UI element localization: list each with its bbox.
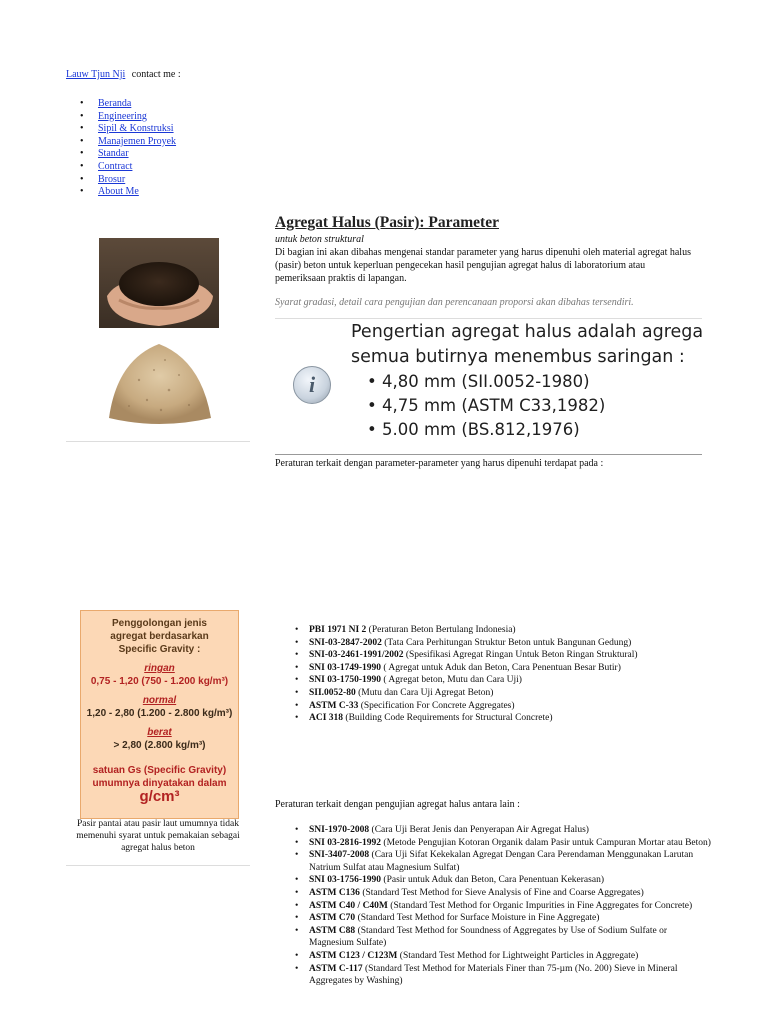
reference-description: (Standard Test Method for Sieve Analysis of Fine and Coarse Aggregates) — [359, 887, 644, 898]
sg-berat-value: > 2,80 (2.800 kg/m³) — [113, 740, 206, 751]
list-item — [291, 925, 711, 950]
list-item — [291, 649, 711, 662]
sg-heading: agregat berdasarkan — [110, 631, 209, 642]
reference-code: ASTM C-117 — [309, 963, 363, 974]
nav-item-about — [80, 186, 176, 199]
peraturan-pengujian-text: Peraturan terkait dengan pengujian agregat halus antara lain : — [275, 799, 520, 810]
info-icon: i — [293, 366, 331, 404]
definition-slide — [275, 320, 715, 456]
list-item — [291, 874, 711, 887]
reference-description: (Cara Uji Berat Jenis dan Penyerapan Air Agregat Halus) — [369, 825, 589, 835]
slide-bullet: • 4,80 mm (SII.0052-1980) — [367, 372, 590, 391]
list-item — [291, 700, 711, 713]
list-item — [291, 662, 711, 675]
sg-heading: Specific Gravity : — [118, 644, 201, 655]
soil-in-hands-image — [99, 238, 219, 328]
sg-berat-label: berat — [147, 727, 172, 738]
author-link[interactable]: Lauw Tjun Nji — [66, 69, 126, 80]
sand-caption: Pasir pantai atau pasir laut umumnya tidak memenuhi syarat untuk pemakaian sebagai agregat halus beton — [76, 819, 240, 853]
reference-code: SNI 03-2816-1992 — [309, 837, 382, 848]
sg-satuan: satuan Gs (Specific Gravity) — [92, 765, 227, 776]
reference-description: (Peraturan Beton Bertulang Indonesia) — [366, 625, 516, 635]
list-item — [291, 900, 711, 913]
sg-ringan-label: ringan — [144, 663, 175, 674]
nav-item-brosur — [80, 174, 176, 187]
nav-item-engineering — [80, 111, 176, 124]
slide-divider — [275, 454, 702, 455]
contact-label: contact me : — [131, 69, 181, 80]
page-title: Agregat Halus (Pasir): Parameter — [275, 214, 499, 231]
nav-link-manajemen[interactable]: Manajemen Proyek — [98, 135, 177, 147]
reference-description: (Standard Test Method for Organic Impurities in Fine Aggregates for Concrete) — [387, 900, 693, 911]
list-item — [291, 912, 711, 925]
list-item — [291, 849, 711, 874]
list-item — [291, 950, 711, 963]
list-item — [291, 887, 711, 900]
sand-pile-image — [99, 330, 219, 433]
nav-item-manajemen — [80, 136, 176, 149]
reference-code: ASTM C123 / C123M — [309, 950, 398, 961]
list-item — [291, 712, 711, 725]
reference-description: (Standard Test Method for Materials Finer than 75-µm (No. 200) Sieve in Mineral Aggregates by Washing) — [309, 963, 678, 987]
intro-paragraph: Di bagian ini akan dibahas mengenai standar parameter yang harus dipenuhi oleh material agregat halus (pasir) beton untuk keperluan pengecekan hasil pengujian agregat halus di laboratorium atau pemeriksaan praktis di lapangan. — [275, 247, 691, 284]
specific-gravity-box — [80, 610, 239, 819]
page-subtitle: untuk beton struktural — [275, 234, 364, 245]
reference-code: ASTM C88 — [309, 925, 356, 936]
reference-code: SII.0052-80 — [309, 687, 356, 698]
list-item — [291, 637, 711, 650]
testing-regulations-list — [291, 824, 711, 988]
peraturan-parameter-text: Peraturan terkait dengan parameter-parameter yang harus dipenuhi terdapat pada : — [275, 458, 604, 469]
reference-description: (Building Code Requirements for Structural Concrete) — [343, 713, 553, 724]
nav-link-beranda[interactable]: Beranda — [98, 98, 132, 109]
nav-item-beranda — [80, 98, 176, 111]
nav-link-standar[interactable]: Standar — [98, 148, 129, 160]
list-item — [291, 837, 711, 850]
reference-description: (Tata Cara Perhitungan Struktur Beton untuk Bangunan Gedung) — [381, 637, 632, 648]
nav-link-contract[interactable]: Contract — [98, 160, 133, 172]
reference-description: ( Agregat beton, Mutu dan Cara Uji) — [381, 675, 522, 686]
nav-link-brosur[interactable]: Brosur — [98, 173, 126, 185]
sg-normal-value: 1,20 - 2,80 (1.200 - 2.800 kg/m³) — [86, 708, 233, 719]
reference-code: SNI-03-2847-2002 — [309, 637, 382, 648]
reference-code: ASTM C136 — [309, 887, 360, 898]
reference-code: SNI-3407-2008 — [309, 850, 370, 861]
reference-description: (Specification For Concrete Aggregates) — [358, 700, 515, 711]
reference-code: ASTM C-33 — [309, 700, 359, 711]
nav-link-about[interactable]: About Me — [98, 186, 139, 198]
slide-bullet: • 5.00 mm (BS.812,1976) — [367, 420, 580, 439]
list-item — [291, 674, 711, 687]
sg-heading: Penggolongan jenis — [111, 618, 207, 629]
list-item — [291, 687, 711, 700]
sg-ringan-value: 0,75 - 1,20 (750 - 1.200 kg/m³) — [90, 676, 229, 687]
nav-item-sipil — [80, 123, 176, 136]
reference-description: (Metode Pengujian Kotoran Organik dalam Pasir untuk Campuran Mortar atau Beton) — [381, 837, 711, 848]
list-item — [291, 824, 711, 837]
divider — [275, 318, 702, 319]
reference-code: ASTM C70 — [309, 913, 356, 924]
reference-description: (Pasir untuk Aduk dan Beton, Cara Penentuan Kekerasan) — [381, 875, 604, 886]
reference-code: ASTM C40 / C40M — [309, 900, 388, 911]
main-nav — [80, 98, 176, 199]
slide-bullet: • 4,75 mm (ASTM C33,1982) — [367, 396, 606, 415]
reference-code: SNI 03-1750-1990 — [309, 675, 382, 686]
reference-description: (Standard Test Method for Surface Moisture in Fine Aggregate) — [355, 913, 600, 924]
nav-item-standar — [80, 148, 176, 161]
slide-line-2: semua butirnya menembus saringan : — [351, 347, 685, 367]
reference-description: (Spesifikasi Agregat Ringan Untuk Beton Ringan Struktural) — [403, 650, 638, 661]
reference-description: (Standard Test Method for Lightweight Particles in Aggregate) — [397, 950, 639, 961]
reference-description: ( Agregat untuk Aduk dan Beton, Cara Penentuan Besar Butir) — [381, 662, 621, 673]
reference-code: PBI 1971 NI 2 — [309, 625, 367, 635]
reference-code: SNI 03-1756-1990 — [309, 875, 382, 886]
sidebar-divider — [66, 441, 250, 442]
reference-description: (Mutu dan Cara Uji Agregat Beton) — [355, 687, 494, 698]
note-paragraph: Syarat gradasi, detail cara pengujian dan perencanaan proporsi akan dibahas tersendiri. — [275, 297, 634, 308]
sidebar-divider — [66, 865, 250, 866]
reference-description: (Standard Test Method for Soundness of Aggregates by Use of Sodium Sulfate or Magnesium Sulfate) — [309, 925, 668, 949]
sg-unit: g/cm³ — [139, 788, 180, 805]
list-item — [291, 624, 711, 637]
nav-link-sipil[interactable]: Sipil & Konstruksi — [98, 123, 174, 135]
parameter-regulations-list — [291, 624, 711, 725]
reference-code: SNI-1970-2008 — [309, 825, 370, 835]
reference-description: (Cara Uji Sifat Kekekalan Agregat Dengan Cara Perendaman Menggunakan Larutan Natrium Sulfat atau Magnesium Sulfat) — [309, 850, 694, 873]
sg-satuan: umumnya dinyatakan dalam — [92, 778, 227, 789]
list-item — [291, 963, 711, 988]
nav-item-contract — [80, 161, 176, 174]
nav-link-engineering[interactable]: Engineering — [98, 110, 147, 122]
reference-code: SNI 03-1749-1990 — [309, 662, 382, 673]
slide-line-1: Pengertian agregat halus adalah agrega — [351, 322, 704, 342]
reference-code: SNI-03-2461-1991/2002 — [309, 650, 404, 661]
top-bar — [66, 69, 181, 80]
reference-code: ACI 318 — [309, 713, 344, 724]
sg-normal-label: normal — [142, 695, 177, 706]
